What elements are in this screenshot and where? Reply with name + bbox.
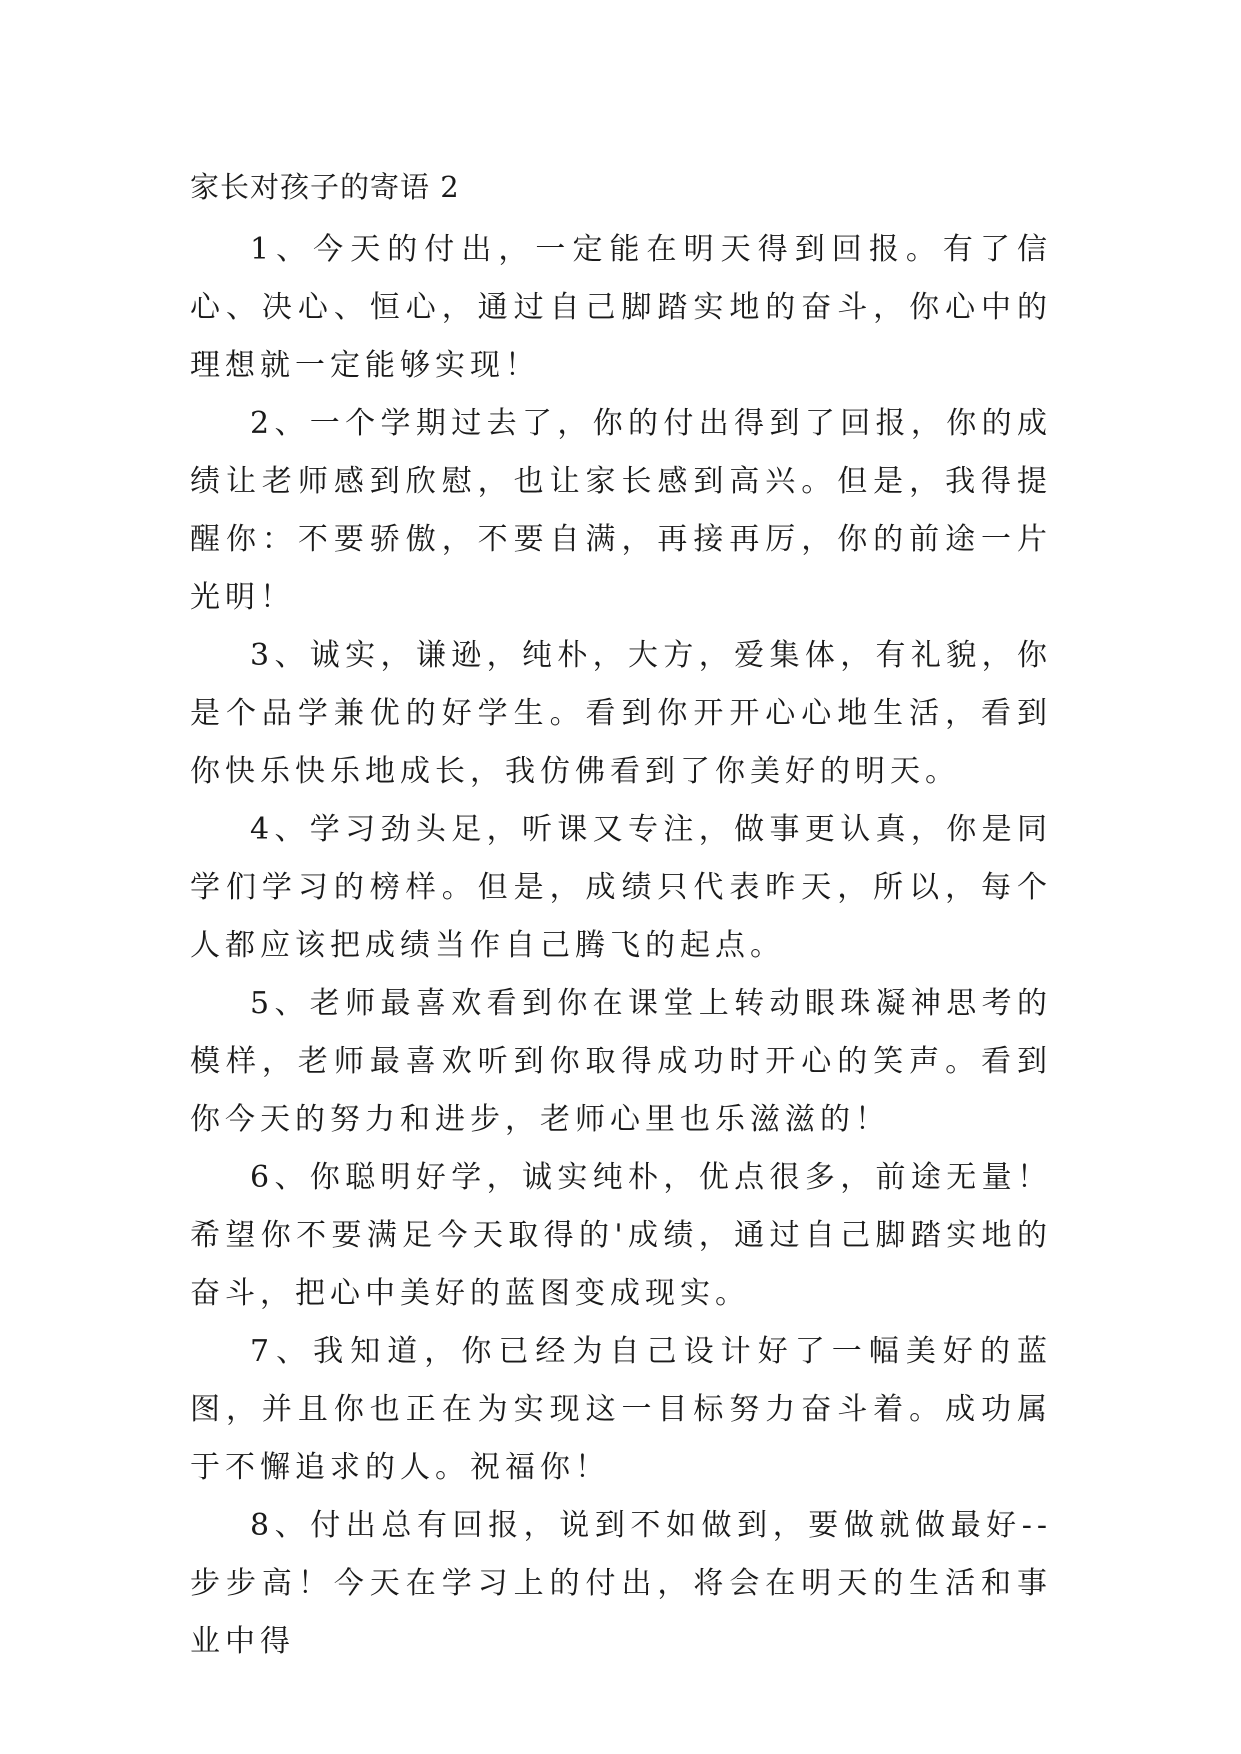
- paragraph: 6、你聪明好学，诚实纯朴，优点很多，前途无量！希望你不要满足今天取得的'成绩，通过自己脚踏实地的奋斗，把心中美好的蓝图变成现实。: [190, 1160, 1052, 1311]
- paragraph: 1、今天的付出，一定能在明天得到回报。有了信心、决心、恒心，通过自己脚踏实地的奋斗，你心中的理想就一定能够实现！: [190, 232, 1052, 383]
- paragraph: 3、诚实，谦逊，纯朴，大方，爱集体，有礼貌，你是个品学兼优的好学生。看到你开开心心地生活，看到你快乐快乐地成长，我仿佛看到了你美好的明天。: [190, 638, 1052, 789]
- document-page: [190, 162, 1052, 1671]
- paragraph: 4、学习劲头足，听课又专注，做事更认真，你是同学们学习的榜样。但是，成绩只代表昨天，所以，每个人都应该把成绩当作自己腾飞的起点。: [190, 812, 1052, 963]
- paragraph: 7、我知道，你已经为自己设计好了一幅美好的蓝图，并且你也正在为实现这一目标努力奋斗着。成功属于不懈追求的人。祝福你！: [190, 1334, 1052, 1485]
- paragraph: 2、一个学期过去了，你的付出得到了回报，你的成绩让老师感到欣慰，也让家长感到高兴。但是，我得提醒你：不要骄傲，不要自满，再接再厉，你的前途一片光明！: [190, 406, 1052, 615]
- paragraph: 8、付出总有回报，说到不如做到，要做就做最好--步步高！今天在学习上的付出，将会在明天的生活和事业中得: [190, 1508, 1052, 1659]
- document-title: 家长对孩子的寄语 2: [190, 170, 460, 204]
- paragraph: 5、老师最喜欢看到你在课堂上转动眼珠凝神思考的模样，老师最喜欢听到你取得成功时开心的笑声。看到你今天的努力和进步，老师心里也乐滋滋的！: [190, 986, 1052, 1137]
